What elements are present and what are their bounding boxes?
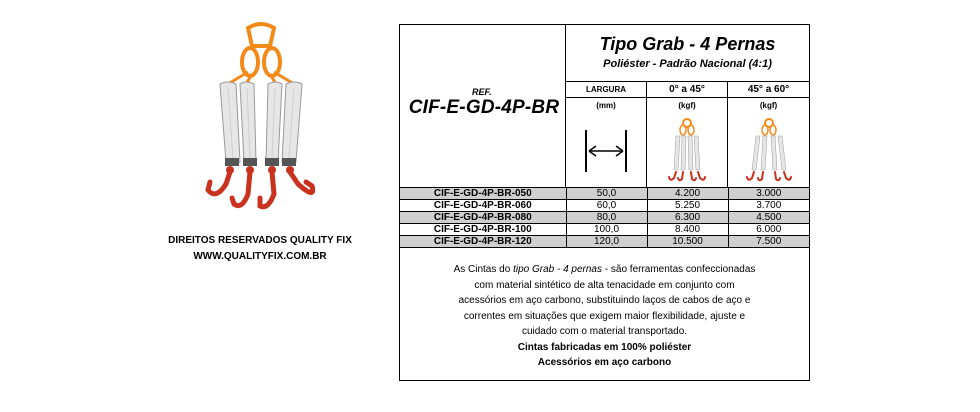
table-row <box>400 212 809 224</box>
load-45-60-value: 6.000 <box>728 224 809 236</box>
width-value: 80,0 <box>566 212 647 224</box>
load-45-60-value: 3.000 <box>728 188 809 200</box>
unit-kgf: (kgf) <box>647 98 728 114</box>
product-code: CIF-E-GD-4P-BR-120 <box>400 236 566 248</box>
product-image-panel <box>0 0 398 412</box>
unit-mm: (mm) <box>566 98 647 114</box>
copyright-line: DIREITOS RESERVADOS QUALITY FIX <box>168 235 352 246</box>
sling-45-60-icon <box>744 118 794 184</box>
table-row <box>400 224 809 236</box>
description-text: - são ferramentas confeccionadas <box>602 264 756 275</box>
product-title: Tipo Grab - 4 Pernas <box>599 34 776 54</box>
ref-code: CIF-E-GD-4P-BR <box>408 97 560 118</box>
description-emphasis: tipo Grab - 4 pernas <box>513 264 602 275</box>
load-0-45-value: 6.300 <box>647 212 728 224</box>
load-0-45-value: 5.250 <box>647 200 728 212</box>
load-0-45-value: 10.500 <box>647 236 728 248</box>
header-width: LARGURA <box>566 82 647 98</box>
description-line <box>400 262 809 278</box>
width-value: 60,0 <box>566 200 647 212</box>
load-45-60-value: 4.500 <box>728 212 809 224</box>
header-angle-45-60: 45° a 60° <box>728 82 809 98</box>
product-rows <box>400 187 809 248</box>
product-code: CIF-E-GD-4P-BR-060 <box>400 200 566 212</box>
product-code: CIF-E-GD-4P-BR-100 <box>400 224 566 236</box>
sling-0-45-icon <box>662 118 712 184</box>
website-line: WWW.QUALITYFIX.COM.BR <box>193 251 327 262</box>
width-value: 100,0 <box>566 224 647 236</box>
sling-angle-45-60-cell <box>728 114 809 187</box>
description-line: correntes em situações que exigem maior flexibilidade, ajuste e <box>463 310 746 322</box>
description-text: As Cintas do <box>453 264 514 275</box>
table-row <box>400 188 809 200</box>
copyright-text <box>150 233 370 265</box>
product-subtitle: Poliéster - Padrão Nacional (4:1) <box>603 58 772 70</box>
width-diagram-cell <box>566 114 647 187</box>
accessory-note: Acessórios em aço carbono <box>537 357 672 368</box>
material-note: Cintas fabricadas em 100% poliéster <box>517 341 692 353</box>
title-block <box>566 25 809 82</box>
width-arrow-icon <box>582 126 630 176</box>
product-code: CIF-E-GD-4P-BR-050 <box>400 188 566 200</box>
ref-label: REF. <box>472 87 492 97</box>
table-row <box>400 200 809 212</box>
description-line: com material sintético de alta tenacidade em conjunto com <box>474 279 735 291</box>
load-45-60-value: 3.700 <box>728 200 809 212</box>
four-leg-sling-image <box>186 22 336 220</box>
spec-table <box>399 24 810 381</box>
width-value: 120,0 <box>566 236 647 248</box>
width-value: 50,0 <box>566 188 647 200</box>
load-45-60-value: 7.500 <box>728 236 809 248</box>
load-0-45-value: 4.200 <box>647 188 728 200</box>
sling-angle-0-45-cell <box>647 114 728 187</box>
reference-block <box>400 25 566 187</box>
load-0-45-value: 8.400 <box>647 224 728 236</box>
table-row <box>400 236 809 248</box>
unit-kgf: (kgf) <box>759 101 778 110</box>
product-code: CIF-E-GD-4P-BR-080 <box>400 212 566 224</box>
description-line: acessórios em aço carbono, substituindo laços de cabos de aço e <box>458 295 751 306</box>
description-line: cuidado com o material transportado. <box>521 326 688 337</box>
product-description <box>400 262 809 371</box>
header-angle-0-45: 0° a 45° <box>647 82 728 98</box>
